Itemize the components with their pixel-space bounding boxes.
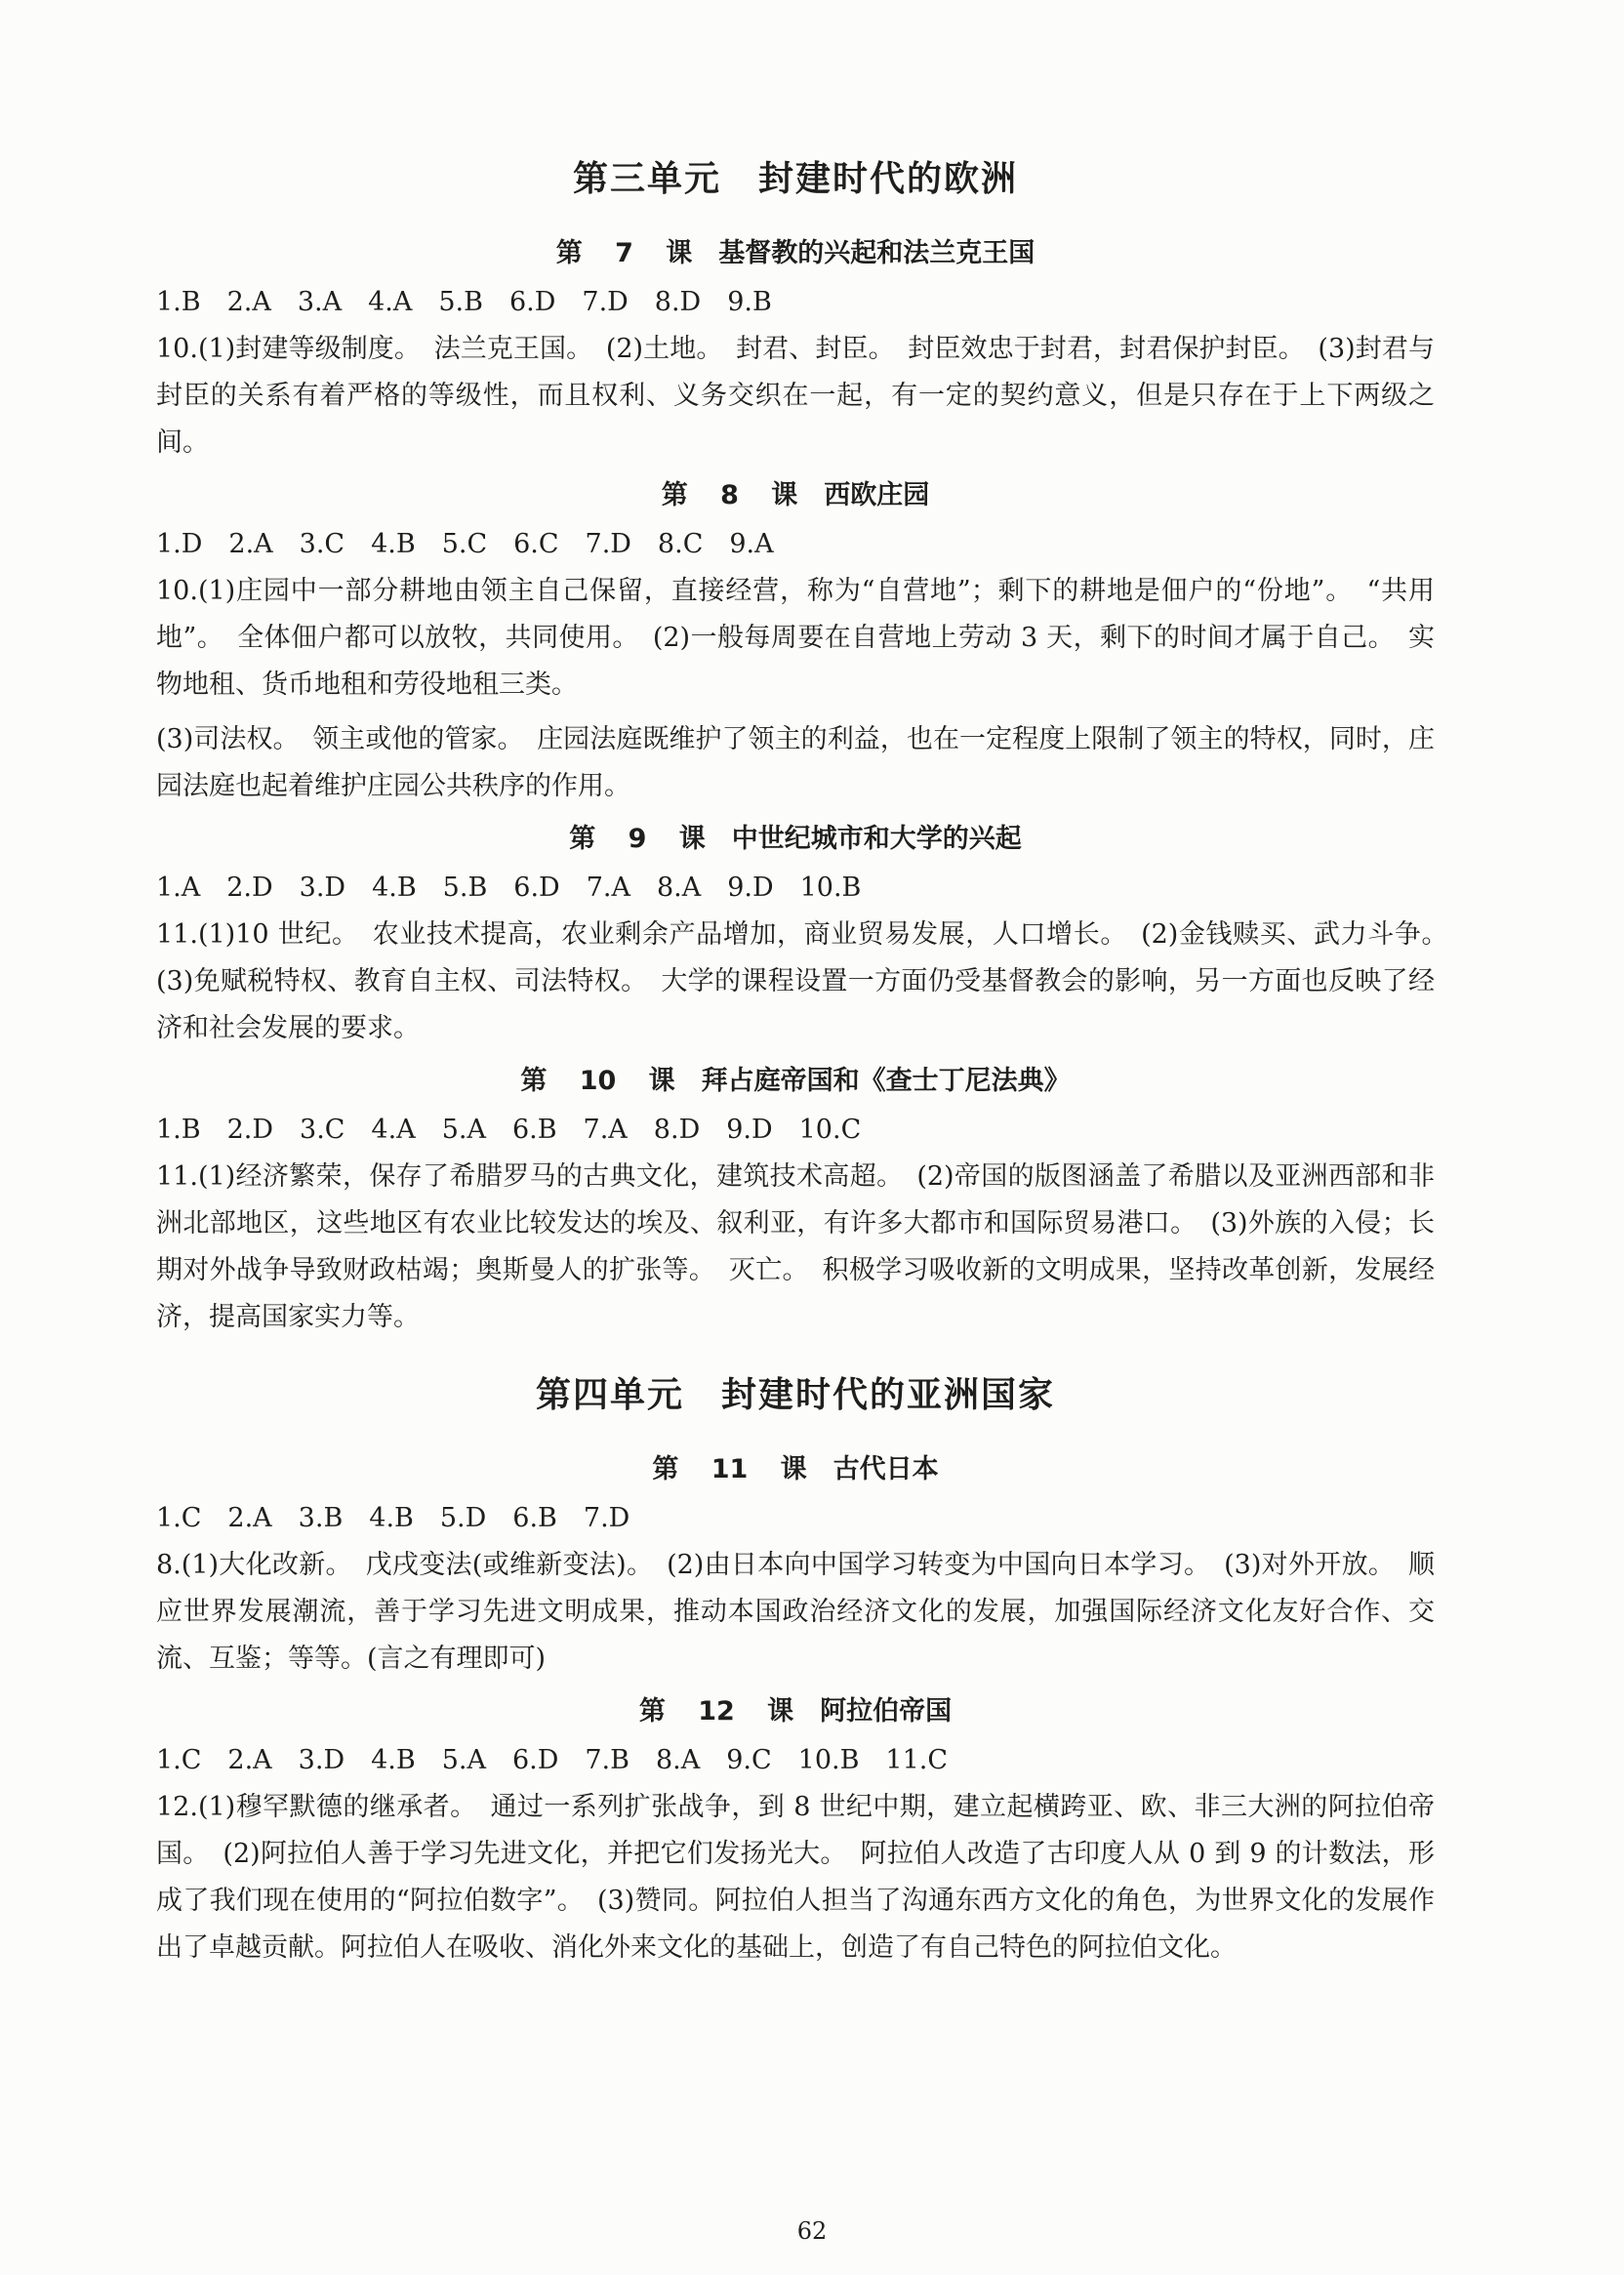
answer-paragraph: 10.(1)封建等级制度。 法兰克王国。 (2)土地。 封君、封臣。 封臣效忠于封君，封君保护封臣。 (3)封君与封臣的关系有着严格的等级性，而且权利、义务交织在一起，有一定的契约意义，但是只存在于上下两级之间。: [156, 334, 1435, 458]
choice-answers: 1.B 2.A 3.A 4.A 5.B 6.D 7.D 8.D 9.B: [156, 287, 772, 317]
lesson-section: [156, 1448, 1435, 1683]
answer-paragraph: 11.(1)10 世纪。 农业技术提高，农业剩余产品增加，商业贸易发展，人口增长。 (2)金钱赎买、武力斗争。 (3)免赋税特权、教育自主权、司法特权。 大学的课程设置一方面仍受基督教会的影响，另一方面也反映了经济和社会发展的要求。: [156, 919, 1461, 1043]
lesson-section: [156, 232, 1435, 467]
lesson-title: 第 9 课 中世纪城市和大学的兴起: [569, 824, 1022, 854]
unit-title: 第三单元 封建时代的欧洲: [572, 159, 1018, 199]
answer-paragraph: 11.(1)经济繁荣，保存了希腊罗马的古典文化，建筑技术高超。 (2)帝国的版图涵盖了希腊以及亚洲西部和非洲北部地区，这些地区有农业比较发达的埃及、叙利亚，有许多大都市和国际贸易港口。 (3)外族的入侵；长期对外战争导致财政枯竭；奥斯曼人的扩张等。 灭亡。 积极学习吸收新的文明成果，坚持改革创新，发展经济，提高国家实力等。: [156, 1161, 1435, 1332]
answer-content: [156, 158, 1461, 1979]
choice-answers: 1.C 2.A 3.D 4.B 5.A 6.D 7.B 8.A 9.C 10.B 11.C: [156, 1745, 949, 1775]
lesson-title: 第 11 课 古代日本: [652, 1454, 939, 1484]
unit-title: 第四单元 封建时代的亚洲国家: [535, 1375, 1055, 1415]
lesson-title: 第 7 课 基督教的兴起和法兰克王国: [555, 238, 1035, 268]
lesson-section: [156, 1690, 1435, 1971]
answer-paragraph: 12.(1)穆罕默德的继承者。 通过一系列扩张战争，到 8 世纪中期，建立起横跨亚、欧、非三大洲的阿拉伯帝国。 (2)阿拉伯人善于学习先进文化，并把它们发扬光大。 阿拉伯人改造了古印度人从 0 到 9 的计数法，形成了我们现在使用的“阿拉伯数字”。 (3)赞同。阿拉伯人担当了沟通东西方文化的角色，为世界文化的发展作出了卓越贡献。阿拉伯人在吸收、消化外来文化的基础上，创造了有自己特色的阿拉伯文化。: [156, 1792, 1435, 1963]
answer-paragraph: 10.(1)庄园中一部分耕地由领主自己保留，直接经营，称为“自营地”；剩下的耕地是佃户的“份地”。 “共用地”。 全体佃户都可以放牧，共同使用。 (2)一般每周要在自营地上劳动 3 天，剩下的时间才属于自己。 实物地租、货币地租和劳役地租三类。: [156, 576, 1435, 700]
answer-paragraph: (3)司法权。 领主或他的管家。 庄园法庭既维护了领主的利益，也在一定程度上限制了领主的特权，同时，庄园法庭也起着维护庄园公共秩序的作用。: [156, 724, 1435, 801]
choice-answers: 1.C 2.A 3.B 4.B 5.D 6.B 7.D: [156, 1503, 630, 1533]
lesson-section: [156, 474, 1435, 810]
lesson-title: 第 8 课 西欧庄园: [661, 480, 930, 510]
answer-paragraph: 8.(1)大化改新。 戊戌变法(或维新变法)。 (2)由日本向中国学习转变为中国向日本学习。 (3)对外开放。 顺应世界发展潮流，善于学习先进文明成果，推动本国政治经济文化的发展，加强国际经济文化友好合作、交流、互鉴；等等。(言之有理即可): [156, 1550, 1435, 1674]
lesson-title: 第 10 课 拜占庭帝国和《查士丁尼法典》: [520, 1066, 1071, 1096]
page-number: 62: [796, 2217, 828, 2245]
lesson-section: [156, 1060, 1435, 1341]
choice-answers: 1.D 2.A 3.C 4.B 5.C 6.C 7.D 8.C 9.A: [156, 529, 774, 559]
lesson-section: [156, 818, 1461, 1052]
choice-answers: 1.B 2.D 3.C 4.A 5.A 6.B 7.A 8.D 9.D 10.C: [156, 1115, 862, 1145]
lesson-title: 第 12 课 阿拉伯帝国: [638, 1696, 953, 1727]
choice-answers: 1.A 2.D 3.D 4.B 5.B 6.D 7.A 8.A 9.D 10.B: [156, 873, 862, 903]
